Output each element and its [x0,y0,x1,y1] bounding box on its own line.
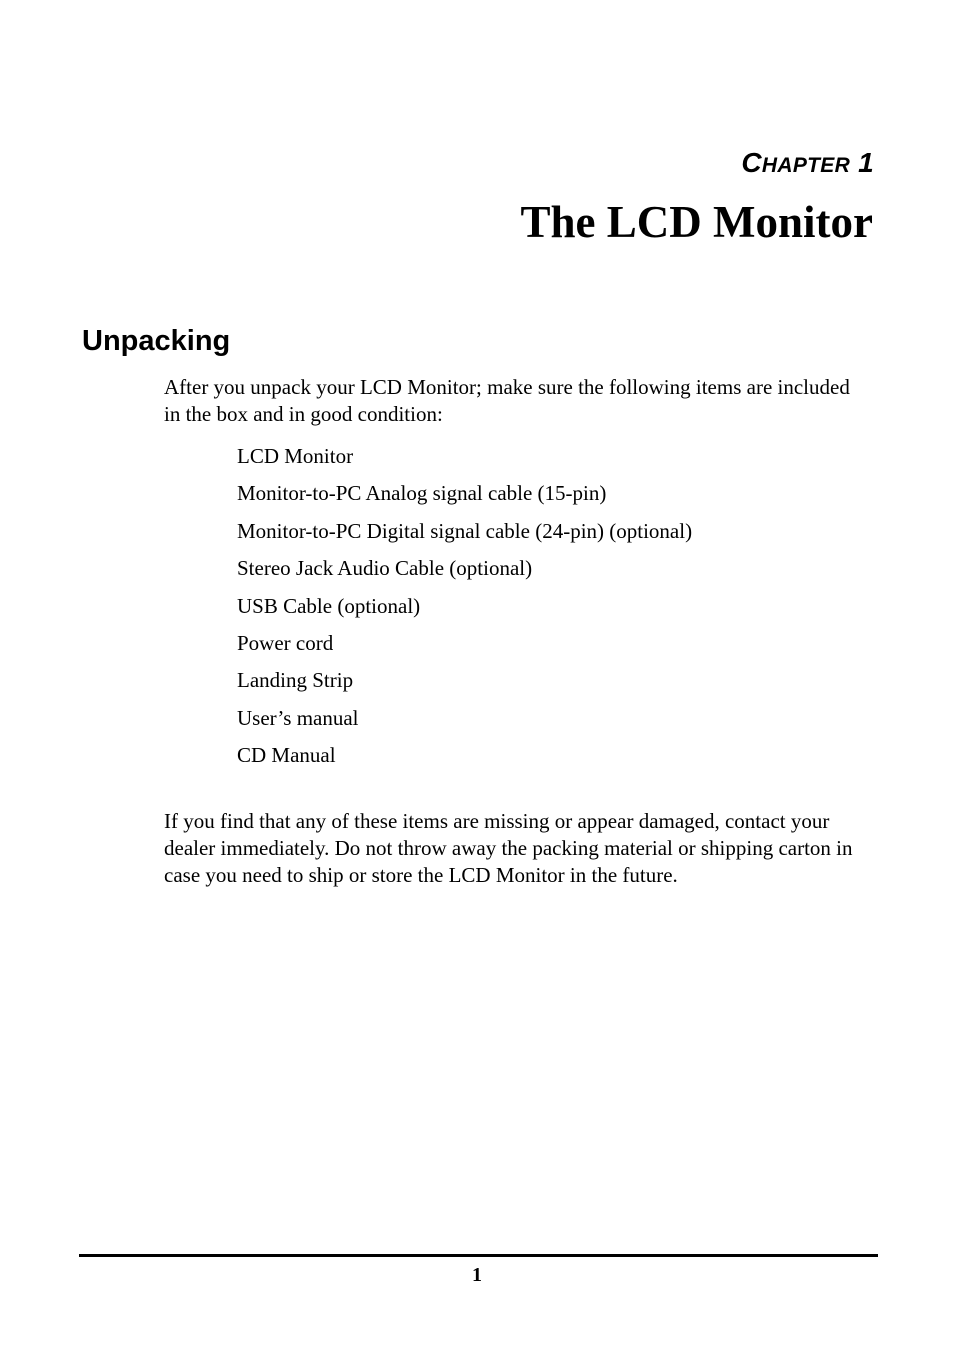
intro-paragraph: After you unpack your LCD Monitor; make sure the following items are included in the box and in good condition: [164,375,850,426]
footer-divider [79,1254,878,1257]
closing-paragraph: If you find that any of these items are missing or appear damaged, contact your dealer immediately. Do not throw away the packing material or shipping carton in case you need to ship or store the LCD Monitor in the future. [164,809,853,887]
package-contents-list [237,443,692,780]
chapter-label [741,146,874,183]
chapter-number: 1 [858,147,874,178]
list-item: User’s manual [237,705,359,730]
list-item: LCD Monitor [237,444,354,468]
list-item: Monitor-to-PC Analog signal cable (15-pin) [237,481,607,506]
list-item: Stereo Jack Audio Cable (optional) [237,556,533,581]
page-number: 1 [472,1264,482,1286]
list-item: Monitor-to-PC Digital signal cable (24-pin) (optional) [237,518,693,543]
list-item: CD Manual [237,743,336,768]
list-item: Landing Strip [237,668,354,693]
chapter-label-rest: HAPTER [761,154,851,177]
chapter-title: The LCD Monitor [520,197,873,247]
list-item: Power cord [237,630,334,655]
section-heading: Unpacking [82,325,231,357]
list-item: USB Cable (optional) [237,593,421,618]
chapter-label-initial: C [741,147,762,178]
